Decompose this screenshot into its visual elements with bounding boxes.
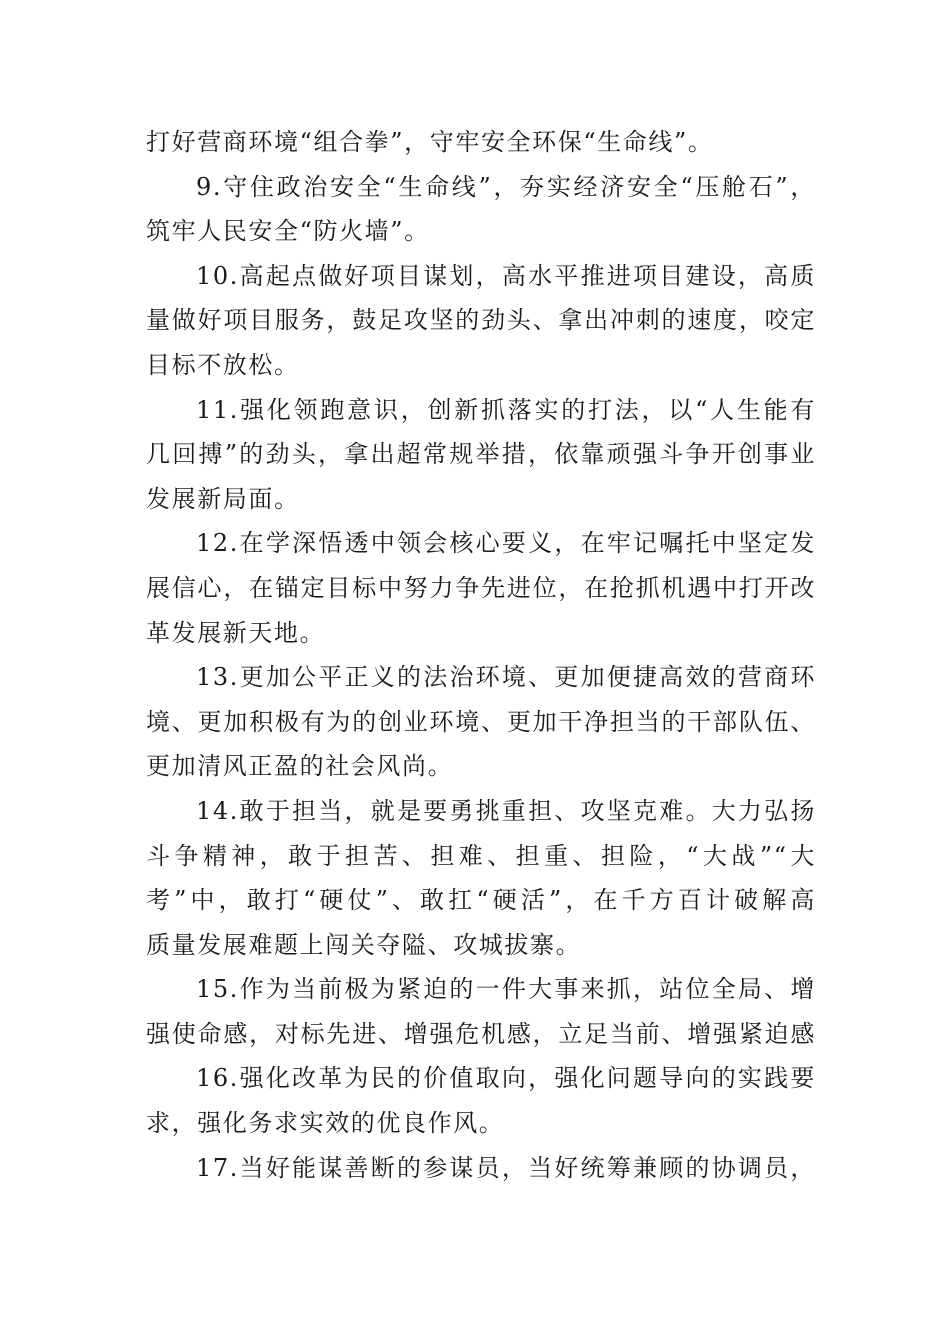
text-line: 10.高起点做好项目谋划，高水平推进项目建设，高质 — [196, 261, 816, 290]
paragraph-item-15 — [146, 967, 816, 1056]
text-line: 革发展新天地。 — [146, 618, 326, 647]
text-line: 几回搏”的劲头，拿出超常规举措，依靠顽强斗争开创事业 — [146, 440, 816, 469]
text-line: 境、更加积极有为的创业环境、更加干净担当的干部队伍、 — [146, 707, 816, 736]
text-line: 更加清风正盈的社会风尚。 — [146, 752, 454, 781]
text-line: 目标不放松。 — [146, 350, 300, 379]
text-line: 求，强化务求实效的优良作风。 — [146, 1109, 505, 1138]
text-line: 14.敢于担当，就是要勇挑重担、攻坚克难。大力弘扬 — [196, 796, 816, 825]
text-line: 17.当好能谋善断的参谋员，当好统筹兼顾的协调员， — [196, 1153, 816, 1182]
paragraph-item-12 — [146, 521, 816, 655]
text-line: 斗争精神，敢于担苦、担难、担重、担险，“大战”“大 — [146, 841, 816, 870]
paragraph-item-17 — [146, 1146, 816, 1191]
text-line: 11.强化领跑意识，创新抓落实的打法，以“人生能有 — [196, 395, 816, 424]
text-line: 筑牢人民安全“防火墙”。 — [146, 217, 430, 246]
text-line: 发展新局面。 — [146, 484, 300, 513]
text-line: 质量发展难题上闯关夺隘、攻城拔寨。 — [146, 930, 582, 959]
paragraph-item-16 — [146, 1056, 816, 1145]
document-body — [146, 120, 816, 1190]
text-line: 16.强化改革为民的价值取向，强化问题导向的实践要 — [196, 1064, 816, 1093]
text-line: 考”中，敢打“硬仗”、敢扛“硬活”，在千方百计破解高 — [146, 886, 816, 915]
text-line: 量做好项目服务，鼓足攻坚的劲头、拿出冲刺的速度，咬定 — [146, 306, 816, 335]
paragraph-item-9 — [146, 165, 816, 254]
text-line: 打好营商环境“组合拳”，守牢安全环保“生命线”。 — [146, 128, 714, 156]
paragraph-item-13 — [146, 655, 816, 789]
paragraph-item-11 — [146, 388, 816, 522]
text-line: 9.守住政治安全“生命线”，夯实经济安全“压舱石”， — [196, 172, 816, 201]
text-line: 12.在学深悟透中领会核心要义，在牢记嘱托中坚定发 — [196, 529, 816, 558]
paragraph-item-14 — [146, 789, 816, 967]
paragraph — [146, 120, 816, 165]
paragraph-item-10 — [146, 254, 816, 388]
text-line: 强使命感，对标先进、增强危机感，立足当前、增强紧迫感 — [146, 1019, 816, 1048]
text-line: 13.更加公平正义的法治环境、更加便捷高效的营商环 — [196, 663, 816, 692]
text-line: 展信心，在锚定目标中努力争先进位，在抢抓机遇中打开改 — [146, 573, 816, 602]
text-line: 15.作为当前极为紧迫的一件大事来抓，站位全局、增 — [196, 975, 816, 1004]
